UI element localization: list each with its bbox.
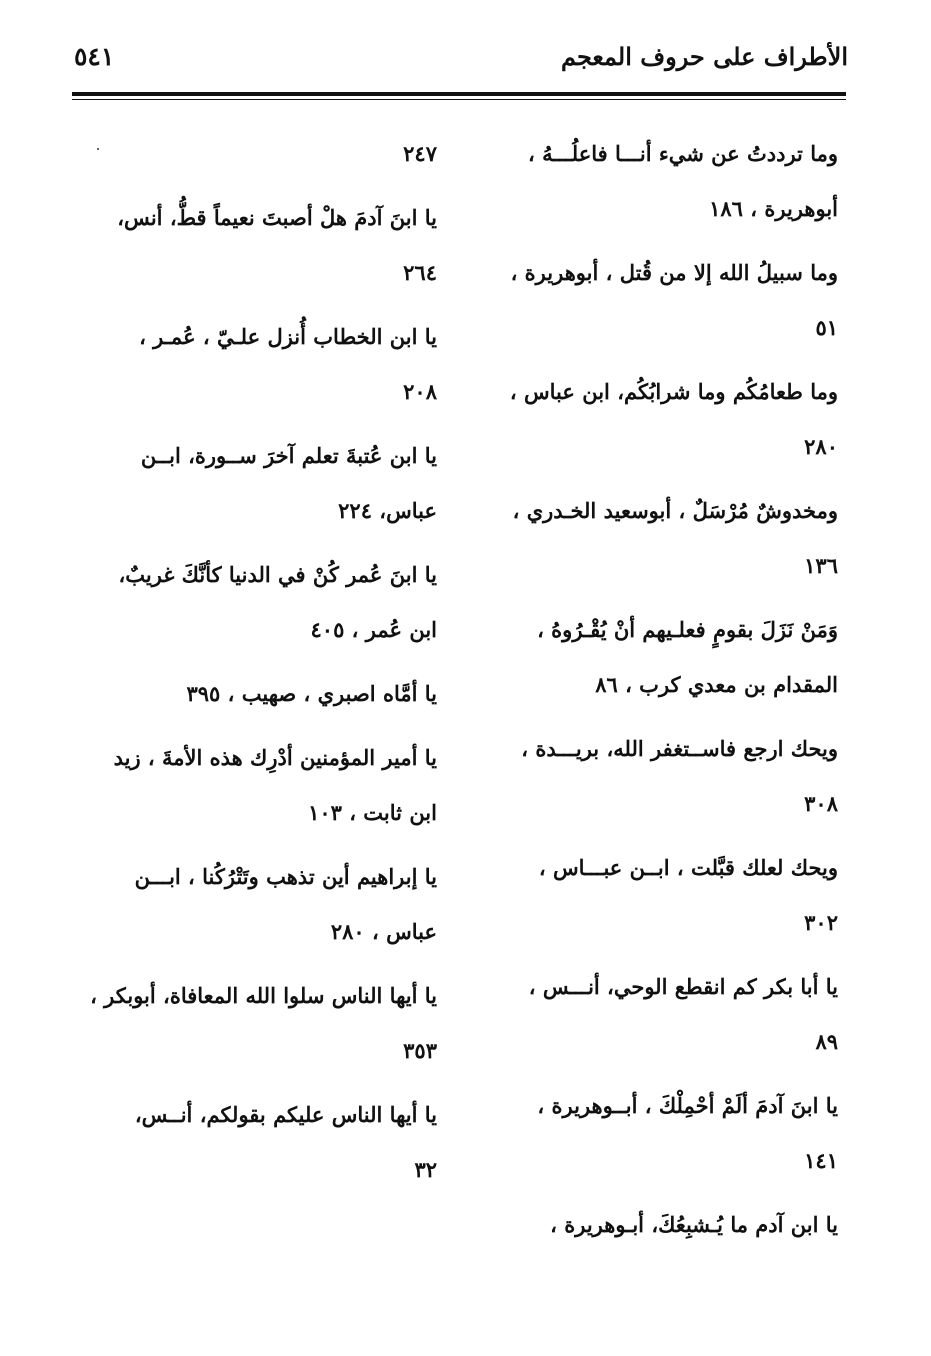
index-entry [478,364,838,474]
entry-line: ٢٠٨ [403,379,437,404]
entry-line: ابن عُمر ، ٤٠٥ [310,617,437,642]
entry-line: وما سبيلُ الله إلا من قُتل ، أبوهريرة ، [510,260,838,285]
index-entry [478,483,838,593]
entry-line: عباس، ٢٢٤ [338,498,437,523]
index-entry [77,730,437,840]
right-column [478,126,838,1261]
left-column [77,126,437,1206]
entry-line: المقدام بن معدي كرب ، ٨٦ [595,672,838,697]
entry-line: يا ابن الخطاب أُنزل علـيّ ، عُمـر ، [139,324,437,349]
entry-line: ٣٠٢ [804,910,838,935]
entry-line: عباس ، ٢٨٠ [330,919,437,944]
index-entry [77,428,437,538]
index-entry [478,1197,838,1252]
index-entry [478,721,838,831]
entry-line: ابن ثابت ، ١٠٣ [308,800,437,825]
entry-line: ١٣٦ [804,553,838,578]
index-entry [77,968,437,1078]
entry-line: يا أبا بكر كم انقطع الوحي، أنـــس ، [528,974,838,999]
page-header [74,42,848,82]
entry-line: ٢٦٤ [403,260,437,285]
header-rule-thin [72,99,846,100]
running-title: الأطراف على حروف المعجم [560,42,848,71]
entry-line: يا إبراهيم أين تذهب وتَتْرُكُنا ، ابـــن [134,864,437,889]
entry-line: يا ابن عُتبةَ تعلم آخرَ ســورة، ابــن [140,443,437,468]
index-entry [478,602,838,712]
entry-line: يا أمير المؤمنين أدْرِك هذه الأمةَ ، زيد [113,745,437,770]
index-entry [478,1078,838,1188]
entry-line: ٥١ [815,315,838,340]
header-rule-thick [72,92,846,96]
entry-line: ٨٩ [815,1029,838,1054]
entry-line: يا ابنَ آدمَ ألَمْ أحْمِلْكَ ، أبــوهريرة ، [537,1093,838,1118]
entry-line: ويحك ارجع فاســتغفر الله، بريـــدة ، [521,736,838,761]
index-entry [478,959,838,1069]
entry-line: ٢٤٧ [403,141,437,166]
entry-line: ٣٠٨ [804,791,838,816]
entry-line: وما طعامُكُم وما شرابُكُم، ابن عباس ، [509,379,838,404]
index-entry [478,840,838,950]
entry-line: وَمَنْ نَزَلَ بقومٍ فعلـيهم أنْ يُقْـرُوهُ ، [537,617,838,642]
index-entry [478,126,838,236]
entry-line: يا ابن آدم ما يُـشبِعُكَ، أبـوهريرة ، [550,1212,838,1237]
index-entry [77,190,437,300]
entry-line: ويحك لعلك قبَّلت ، ابــن عبـــاس ، [538,855,838,880]
entry-line: يا ابنَ عُمر كُنْ في الدنيا كأنَّكَ غريبٌ، [118,562,437,587]
entry-line: يا ابنَ آدمَ هلْ أصبتَ نعيماً قطُّ، أنس، [117,205,437,230]
index-entry [77,309,437,419]
entry-line: ومخدوشٌ مُرْسَلٌ ، أبوسعيد الخـدري ، [512,498,838,523]
index-entry [77,126,437,181]
index-entry [77,547,437,657]
entry-line: يا أيها الناس سلوا الله المعافاة، أبوبكر ، [90,983,437,1008]
entry-line: ٣٥٣ [403,1038,437,1063]
index-entry [77,849,437,959]
entry-line: وما ترددتُ عن شيء أنـــا فاعلُـــهُ ، [528,141,838,166]
entry-line: يا أيها الناس عليكم بقولكم، أنــس، [134,1102,437,1127]
index-entry [77,666,437,721]
entry-line: ١٤١ [804,1148,838,1173]
entry-line: ٢٨٠ [804,434,838,459]
entry-line: يا أمَّاه اصبري ، صهيب ، ٣٩٥ [186,681,437,706]
page-number: ٥٤١ [74,42,115,71]
index-entry [77,1087,437,1197]
index-entry [478,245,838,355]
entry-line: أبوهريرة ، ١٨٦ [709,196,838,221]
entry-line: ٣٢ [414,1157,437,1182]
